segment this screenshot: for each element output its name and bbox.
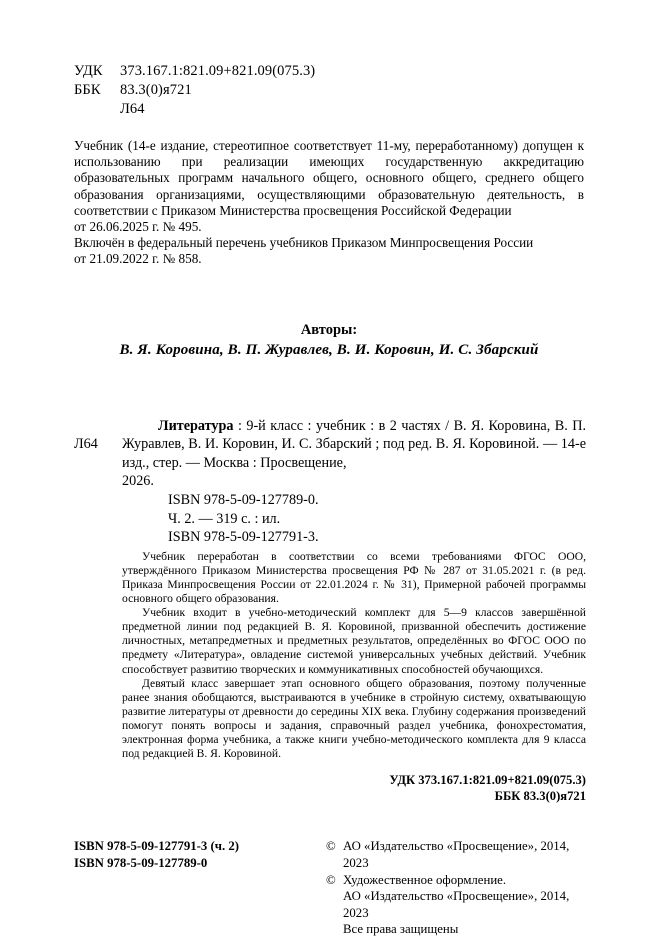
bibliographic-year: 2026. bbox=[122, 473, 154, 490]
authors-label: Авторы: bbox=[300, 321, 358, 338]
copyright-design: Художественное оформление. bbox=[343, 872, 507, 887]
approval-main-text: Учебник (14-е издание, стереотипное соответствует 11-му, переработанному) допущен к использованию при реализации имеющих государственную аккредитацию образовательных программ начального общего, основного общего, среднего общего образования организациями, осуществляющими образовательную деятельность, в соответствии с Приказом Министерства просвещения Российской Федерации bbox=[74, 138, 584, 218]
approval-main-tail: от 26.06.2025 г. № 495. bbox=[74, 219, 202, 235]
authors-block bbox=[74, 320, 584, 361]
bbk-row bbox=[74, 81, 590, 100]
footer-block bbox=[74, 838, 586, 938]
footer-isbn-block bbox=[74, 838, 326, 871]
copyright-block bbox=[326, 838, 586, 938]
copyright-icon: © bbox=[326, 839, 336, 854]
isbn-set: ISBN 978-5-09-127789-0. bbox=[168, 492, 319, 508]
classification-repeat-block bbox=[74, 773, 586, 804]
bbk-value: 83.3(0)я721 bbox=[120, 82, 192, 98]
bbk-label: ББК bbox=[74, 82, 101, 98]
udk-repeat-line: УДК 373.167.1:821.09+821.09(075.3) bbox=[389, 773, 586, 788]
bibliographic-body bbox=[74, 417, 586, 491]
annotation-paragraph-1: Учебник переработан в соответствии со всеми требованиями ФГОС ООО, утверждённого Приказом Министерства просвещения РФ № 287 от 31.05.2021 г. (в ред. Приказа Минпросвещения России от 22.01.2024 г. № 31), Примерной рабочей программы основного общего образования. bbox=[122, 549, 586, 606]
copyright-design-publisher: АО «Издательство «Просвещение», 2014, 2023 bbox=[343, 889, 570, 920]
bibliographic-description bbox=[74, 417, 586, 547]
copyright-publisher-row bbox=[326, 838, 586, 871]
annotation-block bbox=[74, 550, 586, 761]
classification-block bbox=[74, 62, 590, 119]
annotation-paragraph-3: Девятый класс завершает этап основного общего образования, поэтому полученные ранее знания обобщаются, выстраиваются в учебнике в стройную систему, охватывающую развитие литературы от древности до середины XIX века. Глубину содержания произведений помогут понять вопросы и задания, справочный раздел учебника, фонохрестоматия, электронная форма учебника, а также книги учебно-методического комплекта для 9 класса под редакцией В. Я. Коровиной. bbox=[122, 676, 586, 761]
rights-reserved: Все права защищены bbox=[343, 922, 459, 937]
copyright-publisher: АО «Издательство «Просвещение», 2014, 2023 bbox=[343, 839, 570, 870]
udk-row bbox=[74, 62, 590, 81]
bibliographic-details: : 9-й класс : учебник : в 2 частях / В. Я. Коровина, В. П. Журавлев, В. И. Коровин, И. С. Збарский ; под ред. В. Я. Коровиной. — 14-е изд., стер. — Москва : Просвещение, bbox=[122, 417, 586, 471]
book-title: Литература bbox=[158, 417, 234, 434]
annotation-paragraph-2: Учебник входит в учебно-методический комплект для 5—9 классов завершённой предметной линии под редакцией В. Я. Коровиной, призванной обеспечить достижение личностных, метапредметных и предметных результатов, определённых во ФГОС ООО по предмету «Литература», овладение системой универсальных учебных действий. Учебник способствует развитию творческих и коммуникативных способностей обучающихся. bbox=[122, 606, 586, 676]
part-info: Ч. 2. — 319 с. : ил. bbox=[168, 510, 281, 527]
footer-isbn-set: ISBN 978-5-09-127789-0 bbox=[74, 855, 208, 870]
bbk-repeat-line: ББК 83.3(0)я721 bbox=[494, 788, 586, 803]
bibliographic-shelf-mark: Л64 bbox=[74, 436, 98, 453]
udk-label: УДК bbox=[74, 63, 103, 79]
shelf-mark: Л64 bbox=[120, 101, 145, 117]
udk-value: 373.167.1:821.09+821.09(075.3) bbox=[120, 63, 316, 79]
approval-statement bbox=[74, 138, 584, 268]
footer-isbn-part: ISBN 978-5-09-127791-3 (ч. 2) bbox=[74, 839, 240, 854]
authors-names: В. Я. Коровина, В. П. Журавлев, В. И. Коровин, И. С. Збарский bbox=[119, 341, 539, 358]
isbn-block bbox=[74, 491, 586, 547]
isbn-part: ISBN 978-5-09-127791-3. bbox=[168, 529, 319, 546]
federal-list-tail: от 21.09.2022 г. № 858. bbox=[74, 251, 202, 267]
federal-list-text: Включён в федеральный перечень учебников Приказом Минпросвещения России bbox=[74, 235, 534, 251]
copyright-icon-design: © bbox=[326, 872, 336, 887]
copyright-design-row bbox=[326, 872, 586, 889]
